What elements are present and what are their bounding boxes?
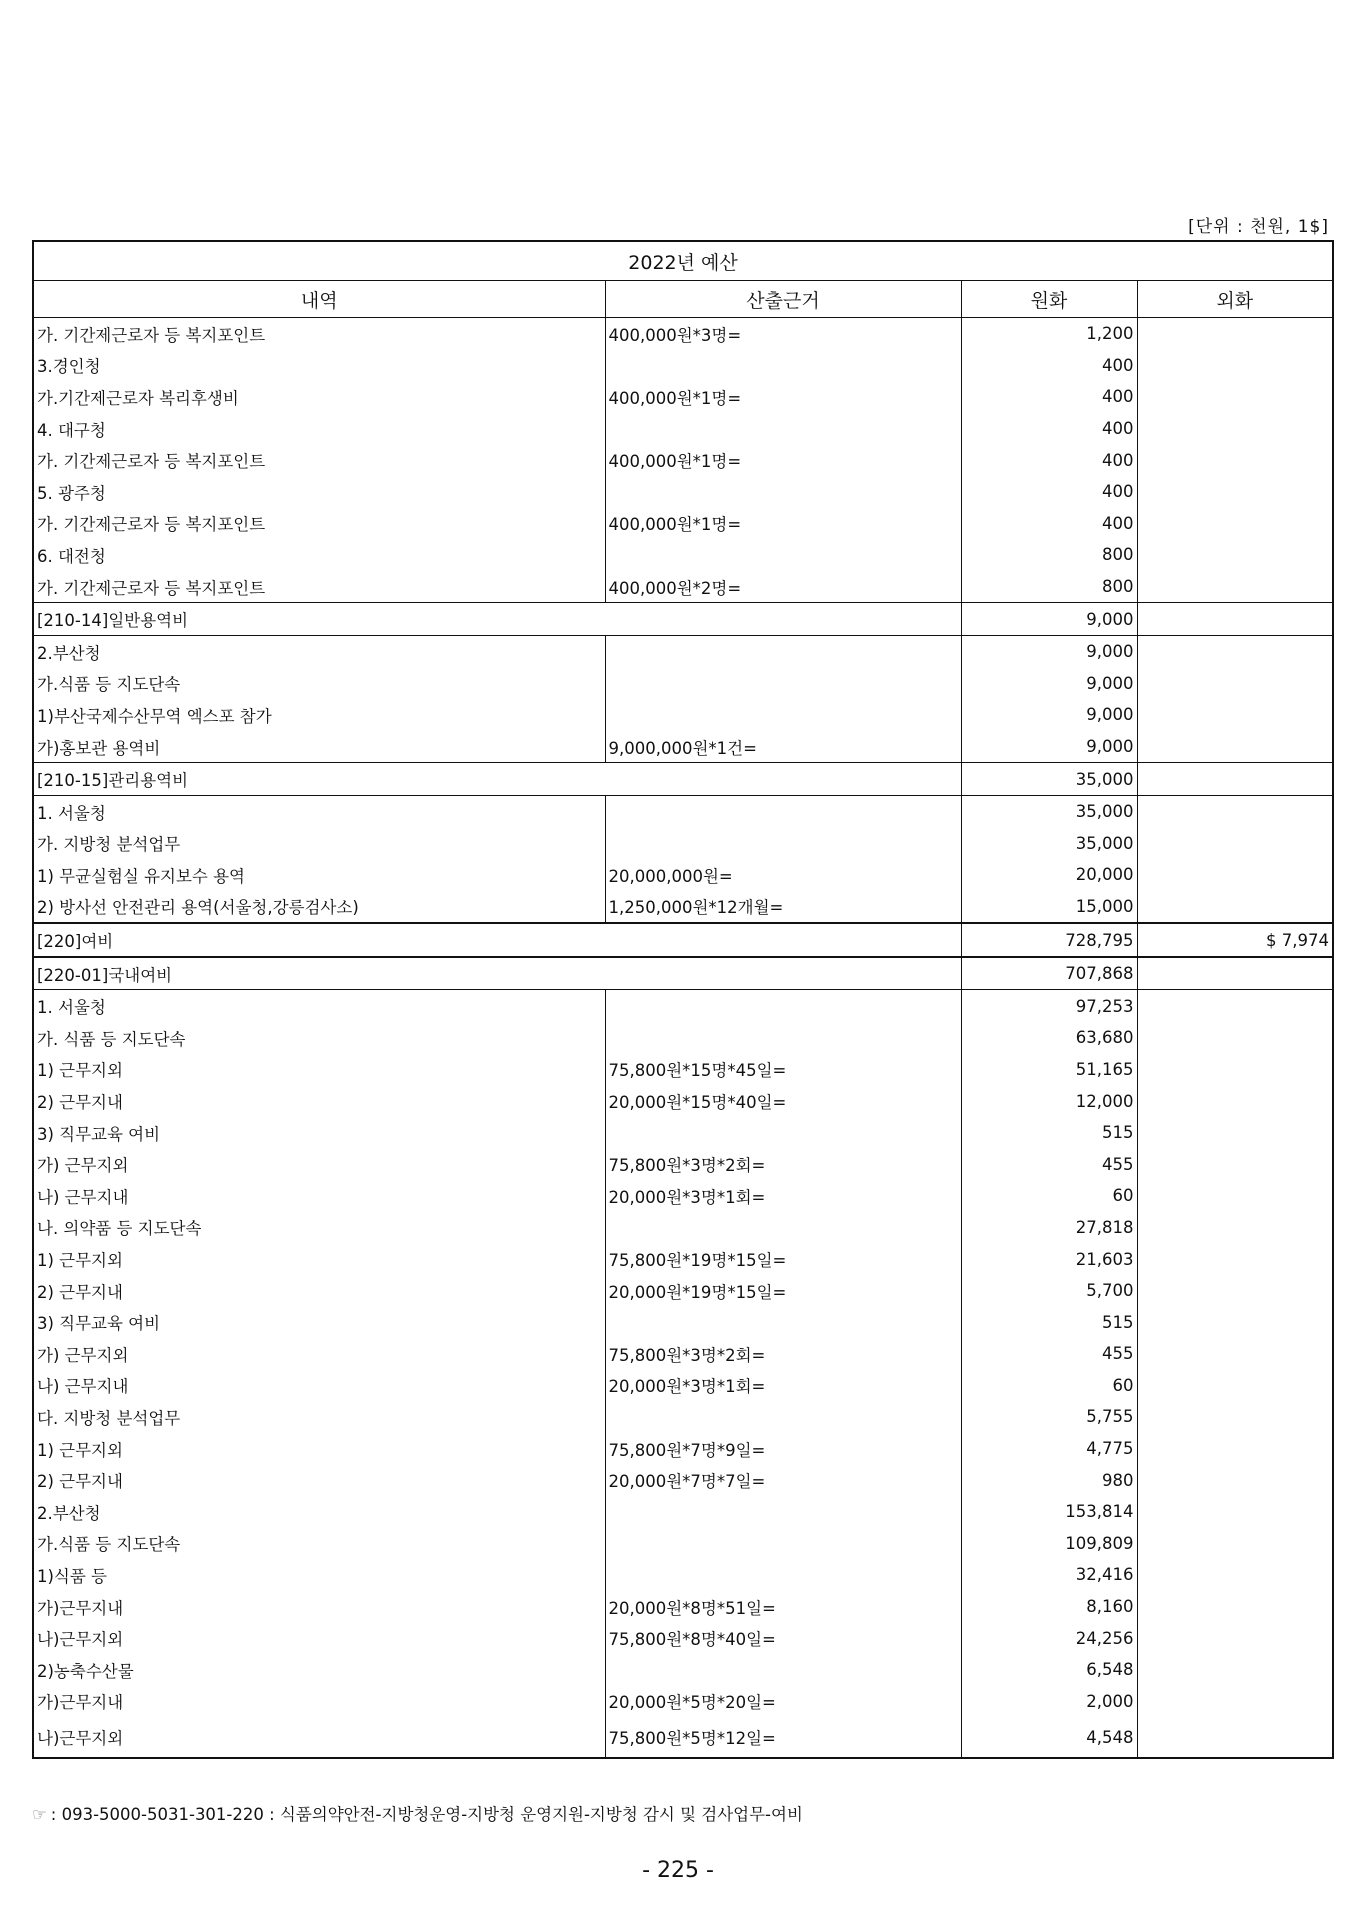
row-foreign: $ 7,974: [1137, 923, 1333, 957]
row-foreign: [1137, 763, 1333, 796]
row-basis: [605, 1401, 961, 1433]
row-basis: [605, 635, 961, 667]
row-krw: 63,680: [961, 1022, 1137, 1054]
row-description: 가)홍보관 용역비: [33, 731, 605, 763]
row-krw: 20,000: [961, 859, 1137, 891]
row-krw: 728,795: [961, 923, 1137, 957]
row-description: 다. 지방청 분석업무: [33, 1401, 605, 1433]
row-basis: [605, 1654, 961, 1686]
row-krw: 400: [961, 476, 1137, 508]
table-row: [33, 795, 1333, 827]
row-basis: 1,250,000원*12개월=: [605, 891, 961, 924]
row-basis: [605, 1528, 961, 1560]
table-row: [33, 1117, 1333, 1149]
row-basis: 20,000원*3명*1회=: [605, 1180, 961, 1212]
row-foreign: [1137, 539, 1333, 571]
row-foreign: [1137, 1243, 1333, 1275]
row-krw: 32,416: [961, 1559, 1137, 1591]
row-basis: 400,000원*1명=: [605, 508, 961, 540]
row-description: 가. 식품 등 지도단속: [33, 1022, 605, 1054]
row-krw: 515: [961, 1117, 1137, 1149]
row-description: 나. 의약품 등 지도단속: [33, 1212, 605, 1244]
table-row: [33, 508, 1333, 540]
row-basis: [605, 1306, 961, 1338]
row-description: 가) 근무지외: [33, 1148, 605, 1180]
row-basis: 9,000,000원*1건=: [605, 731, 961, 763]
row-description: 2) 방사선 안전관리 용역(서울청,강릉검사소): [33, 891, 605, 924]
table-row: [33, 859, 1333, 891]
row-description: 2.부산청: [33, 635, 605, 667]
row-basis: 20,000원*5명*20일=: [605, 1686, 961, 1718]
table-row: [33, 603, 1333, 636]
row-basis: 75,800원*3명*2회=: [605, 1338, 961, 1370]
pointing-hand-icon: ☞: [32, 1805, 47, 1824]
row-foreign: [1137, 635, 1333, 667]
row-description: 가)근무지내: [33, 1591, 605, 1623]
table-row: [33, 957, 1333, 990]
row-krw: 800: [961, 539, 1137, 571]
row-foreign: [1137, 444, 1333, 476]
row-basis: 75,800원*15명*45일=: [605, 1054, 961, 1086]
row-description: 1)부산국제수산무역 엑스포 참가: [33, 699, 605, 731]
row-description: 2.부산청: [33, 1496, 605, 1528]
row-description: 4. 대구청: [33, 413, 605, 445]
row-description: 1. 서울청: [33, 795, 605, 827]
footnote-text: : 093-5000-5031-301-220 : 식품의약안전-지방청운영-지방청 운영지원-지방청 감시 및 검사업무-여비: [50, 1805, 803, 1824]
row-basis: 400,000원*1명=: [605, 381, 961, 413]
row-foreign: [1137, 1275, 1333, 1307]
row-basis: 400,000원*3명=: [605, 318, 961, 350]
table-row: [33, 763, 1333, 796]
row-basis: [605, 1496, 961, 1528]
table-row: [33, 668, 1333, 700]
row-krw: 400: [961, 381, 1137, 413]
row-description: 1) 근무지외: [33, 1054, 605, 1086]
row-description: 가. 기간제근로자 등 복지포인트: [33, 318, 605, 350]
row-basis: 75,800원*3명*2회=: [605, 1148, 961, 1180]
col-header-foreign: 외화: [1137, 281, 1333, 318]
table-row: [33, 828, 1333, 860]
table-row: [33, 699, 1333, 731]
budget-table: [32, 240, 1334, 1759]
row-foreign: [1137, 1180, 1333, 1212]
row-krw: 153,814: [961, 1496, 1137, 1528]
row-krw: 6,548: [961, 1654, 1137, 1686]
row-foreign: [1137, 381, 1333, 413]
row-foreign: [1137, 1654, 1333, 1686]
row-description: 1) 근무지외: [33, 1433, 605, 1465]
row-foreign: [1137, 1212, 1333, 1244]
row-foreign: [1137, 1306, 1333, 1338]
table-row: [33, 1496, 1333, 1528]
row-description: 가.식품 등 지도단속: [33, 668, 605, 700]
table-row: [33, 350, 1333, 382]
row-krw: 97,253: [961, 990, 1137, 1022]
row-basis: [605, 539, 961, 571]
table-row: [33, 1085, 1333, 1117]
row-krw: 109,809: [961, 1528, 1137, 1560]
row-description: 가. 기간제근로자 등 복지포인트: [33, 508, 605, 540]
row-description: 가.기간제근로자 복리후생비: [33, 381, 605, 413]
table-row: [33, 1148, 1333, 1180]
table-row: [33, 1243, 1333, 1275]
table-row: [33, 444, 1333, 476]
row-description: 나) 근무지내: [33, 1180, 605, 1212]
col-header-description: 내역: [33, 281, 605, 318]
row-foreign: [1137, 1433, 1333, 1465]
col-header-krw: 원화: [961, 281, 1137, 318]
row-krw: 980: [961, 1464, 1137, 1496]
row-krw: 9,000: [961, 731, 1137, 763]
row-foreign: [1137, 1686, 1333, 1718]
row-basis: [605, 795, 961, 827]
row-krw: 1,200: [961, 318, 1137, 350]
table-row: [33, 1591, 1333, 1623]
row-foreign: [1137, 571, 1333, 603]
row-krw: 9,000: [961, 635, 1137, 667]
table-body: [33, 318, 1333, 1759]
row-foreign: [1137, 1148, 1333, 1180]
table-row: [33, 381, 1333, 413]
table-row: [33, 923, 1333, 957]
table-row: [33, 990, 1333, 1022]
row-description: 가)근무지내: [33, 1686, 605, 1718]
table-row: [33, 413, 1333, 445]
row-krw: 400: [961, 350, 1137, 382]
row-krw: 8,160: [961, 1591, 1137, 1623]
row-basis: 75,800원*7명*9일=: [605, 1433, 961, 1465]
row-foreign: [1137, 668, 1333, 700]
row-basis: 75,800원*8명*40일=: [605, 1622, 961, 1654]
row-foreign: [1137, 891, 1333, 924]
row-krw: 455: [961, 1148, 1137, 1180]
row-basis: [605, 1212, 961, 1244]
row-foreign: [1137, 1622, 1333, 1654]
table-row: [33, 1686, 1333, 1718]
row-description: 가.식품 등 지도단속: [33, 1528, 605, 1560]
table-row: [33, 1306, 1333, 1338]
table-row: [33, 1338, 1333, 1370]
table-row: [33, 1054, 1333, 1086]
row-foreign: [1137, 603, 1333, 636]
table-row: [33, 1717, 1333, 1758]
row-krw: 21,603: [961, 1243, 1137, 1275]
table-row: [33, 1559, 1333, 1591]
row-krw: 2,000: [961, 1686, 1137, 1718]
row-basis: [605, 1022, 961, 1054]
row-foreign: [1137, 731, 1333, 763]
row-foreign: [1137, 508, 1333, 540]
row-description: 2) 근무지내: [33, 1275, 605, 1307]
row-description: 나) 근무지내: [33, 1370, 605, 1402]
row-description: 2) 근무지내: [33, 1464, 605, 1496]
footnote: [32, 1801, 803, 1825]
row-krw: 15,000: [961, 891, 1137, 924]
row-description: 6. 대전청: [33, 539, 605, 571]
row-krw: 400: [961, 444, 1137, 476]
row-description: [220-01]국내여비: [33, 957, 961, 990]
row-krw: 24,256: [961, 1622, 1137, 1654]
table-row: [33, 1654, 1333, 1686]
table-row: [33, 1180, 1333, 1212]
row-krw: 51,165: [961, 1054, 1137, 1086]
table-row: [33, 1370, 1333, 1402]
row-foreign: [1137, 476, 1333, 508]
row-description: 1. 서울청: [33, 990, 605, 1022]
row-krw: 60: [961, 1180, 1137, 1212]
row-description: 3) 직무교육 여비: [33, 1306, 605, 1338]
row-description: 가) 근무지외: [33, 1338, 605, 1370]
row-basis: 20,000원*7명*7일=: [605, 1464, 961, 1496]
row-krw: 5,755: [961, 1401, 1137, 1433]
row-basis: [605, 476, 961, 508]
table-row: [33, 1528, 1333, 1560]
row-foreign: [1137, 1717, 1333, 1758]
row-krw: 4,775: [961, 1433, 1137, 1465]
row-foreign: [1137, 318, 1333, 350]
table-row: [33, 539, 1333, 571]
table-row: [33, 1401, 1333, 1433]
table-row: [33, 635, 1333, 667]
row-foreign: [1137, 413, 1333, 445]
row-foreign: [1137, 1559, 1333, 1591]
row-foreign: [1137, 957, 1333, 990]
row-foreign: [1137, 795, 1333, 827]
row-description: 1) 무균실험실 유지보수 용역: [33, 859, 605, 891]
row-description: [210-14]일반용역비: [33, 603, 961, 636]
row-krw: 455: [961, 1338, 1137, 1370]
row-foreign: [1137, 1117, 1333, 1149]
row-basis: 20,000원*19명*15일=: [605, 1275, 961, 1307]
row-basis: 20,000원*8명*51일=: [605, 1591, 961, 1623]
table-row: [33, 476, 1333, 508]
table-row: [33, 1275, 1333, 1307]
row-basis: 400,000원*1명=: [605, 444, 961, 476]
row-foreign: [1137, 1496, 1333, 1528]
year-header: 2022년 예산: [33, 241, 1333, 281]
row-basis: [605, 1117, 961, 1149]
row-krw: 12,000: [961, 1085, 1137, 1117]
row-krw: 707,868: [961, 957, 1137, 990]
row-basis: 75,800원*19명*15일=: [605, 1243, 961, 1275]
row-krw: 515: [961, 1306, 1137, 1338]
row-foreign: [1137, 1370, 1333, 1402]
row-krw: 4,548: [961, 1717, 1137, 1758]
row-krw: 60: [961, 1370, 1137, 1402]
row-krw: 9,000: [961, 699, 1137, 731]
row-basis: 20,000,000원=: [605, 859, 961, 891]
row-basis: 400,000원*2명=: [605, 571, 961, 603]
row-krw: 5,700: [961, 1275, 1137, 1307]
row-description: 3.경인청: [33, 350, 605, 382]
table-row: [33, 731, 1333, 763]
row-description: 1) 근무지외: [33, 1243, 605, 1275]
row-basis: [605, 413, 961, 445]
row-foreign: [1137, 699, 1333, 731]
table-row: [33, 1212, 1333, 1244]
table-row: [33, 891, 1333, 924]
table-row: [33, 1464, 1333, 1496]
row-foreign: [1137, 828, 1333, 860]
row-foreign: [1137, 1528, 1333, 1560]
row-foreign: [1137, 1338, 1333, 1370]
row-foreign: [1137, 1054, 1333, 1086]
row-krw: 800: [961, 571, 1137, 603]
row-basis: 20,000원*3명*1회=: [605, 1370, 961, 1402]
row-foreign: [1137, 1401, 1333, 1433]
row-description: 1)식품 등: [33, 1559, 605, 1591]
row-krw: 9,000: [961, 668, 1137, 700]
page-number: - 225 -: [642, 1858, 714, 1883]
row-basis: [605, 1559, 961, 1591]
row-description: 나)근무지외: [33, 1622, 605, 1654]
row-foreign: [1137, 350, 1333, 382]
row-krw: 400: [961, 413, 1137, 445]
row-krw: 35,000: [961, 763, 1137, 796]
table-row: [33, 1022, 1333, 1054]
table-row: [33, 1622, 1333, 1654]
col-header-basis: 산출근거: [605, 281, 961, 318]
table-row: [33, 571, 1333, 603]
row-krw: 35,000: [961, 795, 1137, 827]
row-description: 3) 직무교육 여비: [33, 1117, 605, 1149]
row-foreign: [1137, 859, 1333, 891]
row-description: 가. 지방청 분석업무: [33, 828, 605, 860]
row-basis: [605, 350, 961, 382]
table-row: [33, 1433, 1333, 1465]
row-description: 5. 광주청: [33, 476, 605, 508]
row-basis: [605, 699, 961, 731]
row-description: 2)농축수산물: [33, 1654, 605, 1686]
row-basis: 75,800원*5명*12일=: [605, 1717, 961, 1758]
row-krw: 9,000: [961, 603, 1137, 636]
row-foreign: [1137, 990, 1333, 1022]
table-row: [33, 318, 1333, 350]
row-foreign: [1137, 1464, 1333, 1496]
row-description: [210-15]관리용역비: [33, 763, 961, 796]
row-krw: 400: [961, 508, 1137, 540]
row-basis: [605, 990, 961, 1022]
row-krw: 35,000: [961, 828, 1137, 860]
row-foreign: [1137, 1085, 1333, 1117]
row-foreign: [1137, 1591, 1333, 1623]
row-description: 가. 기간제근로자 등 복지포인트: [33, 571, 605, 603]
unit-label: [단위 : 천원, 1$]: [1188, 217, 1329, 237]
row-krw: 27,818: [961, 1212, 1137, 1244]
row-description: 가. 기간제근로자 등 복지포인트: [33, 444, 605, 476]
row-basis: [605, 668, 961, 700]
row-description: 2) 근무지내: [33, 1085, 605, 1117]
row-basis: [605, 828, 961, 860]
row-foreign: [1137, 1022, 1333, 1054]
row-description: [220]여비: [33, 923, 961, 957]
row-description: 나)근무지외: [33, 1717, 605, 1758]
row-basis: 20,000원*15명*40일=: [605, 1085, 961, 1117]
